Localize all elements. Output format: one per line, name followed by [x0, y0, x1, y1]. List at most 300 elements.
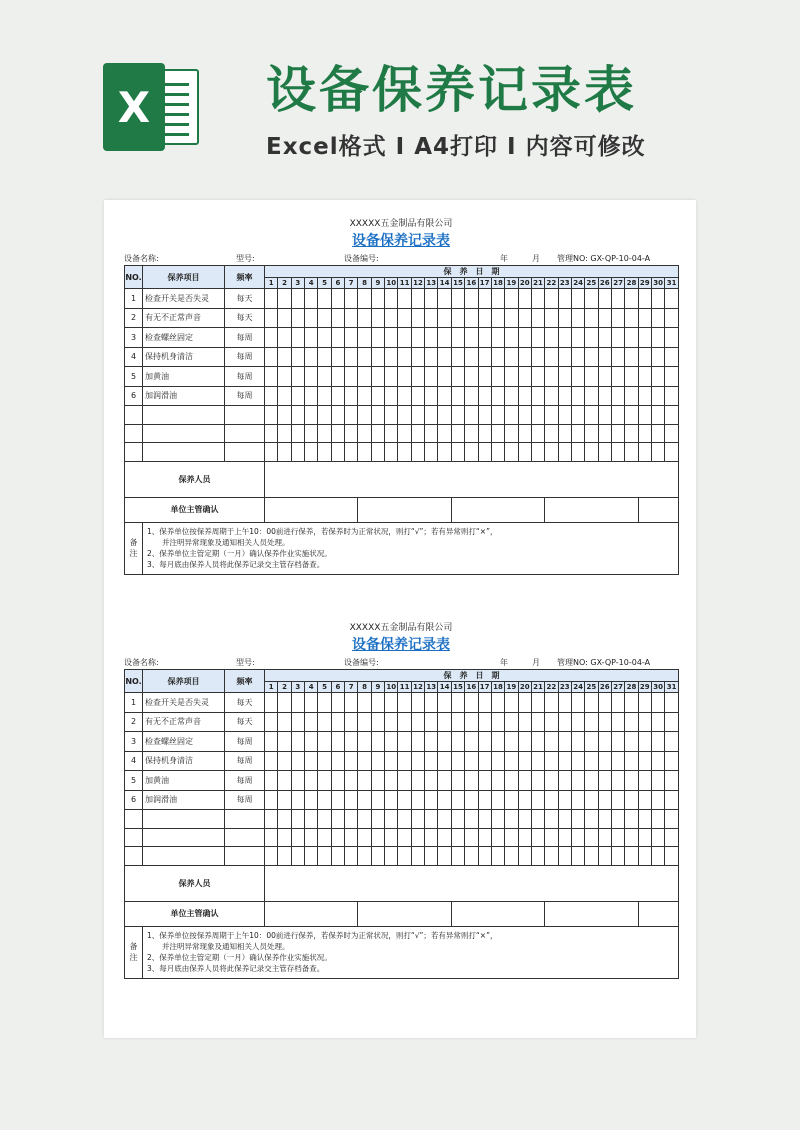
check-cell[interactable]: [411, 751, 424, 771]
check-cell[interactable]: [371, 732, 384, 752]
blank-cell[interactable]: [318, 810, 331, 829]
check-cell[interactable]: [358, 367, 371, 387]
blank-cell[interactable]: [291, 847, 304, 866]
check-cell[interactable]: [611, 712, 624, 732]
blank-cell[interactable]: [571, 810, 584, 829]
blank-cell[interactable]: [398, 828, 411, 847]
check-cell[interactable]: [385, 732, 398, 752]
check-cell[interactable]: [278, 790, 291, 810]
check-cell[interactable]: [478, 367, 491, 387]
blank-cell[interactable]: [531, 828, 544, 847]
check-cell[interactable]: [398, 386, 411, 406]
supervisor-sign-cell[interactable]: [545, 901, 638, 926]
check-cell[interactable]: [398, 367, 411, 387]
check-cell[interactable]: [531, 386, 544, 406]
blank-cell[interactable]: [278, 424, 291, 443]
check-cell[interactable]: [411, 712, 424, 732]
blank-cell[interactable]: [518, 424, 531, 443]
blank-cell[interactable]: [291, 443, 304, 462]
blank-cell[interactable]: [331, 847, 344, 866]
check-cell[interactable]: [625, 367, 638, 387]
check-cell[interactable]: [571, 347, 584, 367]
check-cell[interactable]: [558, 367, 571, 387]
check-cell[interactable]: [371, 289, 384, 309]
check-cell[interactable]: [371, 751, 384, 771]
check-cell[interactable]: [625, 790, 638, 810]
check-cell[interactable]: [438, 308, 451, 328]
check-cell[interactable]: [585, 751, 598, 771]
check-cell[interactable]: [451, 308, 464, 328]
blank-cell[interactable]: [651, 828, 664, 847]
blank-cell[interactable]: [478, 810, 491, 829]
check-cell[interactable]: [651, 771, 664, 791]
blank-cell[interactable]: [558, 810, 571, 829]
check-cell[interactable]: [331, 308, 344, 328]
check-cell[interactable]: [531, 328, 544, 348]
blank-cell[interactable]: [545, 810, 558, 829]
check-cell[interactable]: [265, 289, 278, 309]
check-cell[interactable]: [425, 328, 438, 348]
check-cell[interactable]: [398, 712, 411, 732]
blank-cell[interactable]: [625, 847, 638, 866]
check-cell[interactable]: [505, 751, 518, 771]
check-cell[interactable]: [638, 308, 651, 328]
check-cell[interactable]: [545, 308, 558, 328]
check-cell[interactable]: [585, 289, 598, 309]
check-cell[interactable]: [478, 732, 491, 752]
check-cell[interactable]: [438, 347, 451, 367]
blank-cell[interactable]: [625, 424, 638, 443]
blank-cell[interactable]: [143, 828, 225, 847]
check-cell[interactable]: [265, 712, 278, 732]
check-cell[interactable]: [345, 693, 358, 713]
blank-cell[interactable]: [518, 828, 531, 847]
blank-cell[interactable]: [331, 406, 344, 425]
blank-cell[interactable]: [425, 406, 438, 425]
check-cell[interactable]: [585, 732, 598, 752]
blank-cell[interactable]: [331, 810, 344, 829]
blank-cell[interactable]: [505, 406, 518, 425]
blank-cell[interactable]: [598, 406, 611, 425]
check-cell[interactable]: [465, 771, 478, 791]
check-cell[interactable]: [598, 386, 611, 406]
check-cell[interactable]: [451, 386, 464, 406]
check-cell[interactable]: [465, 367, 478, 387]
check-cell[interactable]: [438, 732, 451, 752]
check-cell[interactable]: [491, 328, 504, 348]
check-cell[interactable]: [585, 771, 598, 791]
check-cell[interactable]: [265, 308, 278, 328]
check-cell[interactable]: [478, 347, 491, 367]
check-cell[interactable]: [651, 751, 664, 771]
check-cell[interactable]: [318, 289, 331, 309]
check-cell[interactable]: [265, 751, 278, 771]
blank-cell[interactable]: [478, 847, 491, 866]
check-cell[interactable]: [665, 732, 679, 752]
check-cell[interactable]: [598, 712, 611, 732]
blank-cell[interactable]: [651, 443, 664, 462]
blank-cell[interactable]: [491, 424, 504, 443]
check-cell[interactable]: [571, 693, 584, 713]
blank-cell[interactable]: [625, 406, 638, 425]
check-cell[interactable]: [358, 751, 371, 771]
check-cell[interactable]: [531, 790, 544, 810]
check-cell[interactable]: [451, 289, 464, 309]
blank-cell[interactable]: [651, 847, 664, 866]
check-cell[interactable]: [651, 790, 664, 810]
check-cell[interactable]: [518, 289, 531, 309]
blank-cell[interactable]: [465, 424, 478, 443]
blank-cell[interactable]: [291, 406, 304, 425]
check-cell[interactable]: [611, 289, 624, 309]
check-cell[interactable]: [491, 693, 504, 713]
check-cell[interactable]: [385, 308, 398, 328]
blank-cell[interactable]: [291, 828, 304, 847]
check-cell[interactable]: [291, 289, 304, 309]
check-cell[interactable]: [598, 347, 611, 367]
blank-cell[interactable]: [585, 424, 598, 443]
check-cell[interactable]: [265, 367, 278, 387]
check-cell[interactable]: [585, 328, 598, 348]
check-cell[interactable]: [465, 386, 478, 406]
blank-cell[interactable]: [318, 847, 331, 866]
check-cell[interactable]: [611, 732, 624, 752]
check-cell[interactable]: [451, 367, 464, 387]
blank-cell[interactable]: [585, 810, 598, 829]
check-cell[interactable]: [665, 693, 679, 713]
check-cell[interactable]: [571, 771, 584, 791]
check-cell[interactable]: [665, 347, 679, 367]
blank-cell[interactable]: [345, 828, 358, 847]
blank-cell[interactable]: [278, 810, 291, 829]
check-cell[interactable]: [371, 367, 384, 387]
blank-cell[interactable]: [398, 424, 411, 443]
check-cell[interactable]: [358, 771, 371, 791]
check-cell[interactable]: [651, 732, 664, 752]
check-cell[interactable]: [505, 289, 518, 309]
blank-cell[interactable]: [438, 424, 451, 443]
blank-cell[interactable]: [225, 810, 265, 829]
blank-cell[interactable]: [465, 406, 478, 425]
check-cell[interactable]: [545, 289, 558, 309]
blank-cell[interactable]: [398, 406, 411, 425]
check-cell[interactable]: [305, 712, 318, 732]
check-cell[interactable]: [358, 693, 371, 713]
check-cell[interactable]: [345, 712, 358, 732]
check-cell[interactable]: [358, 289, 371, 309]
blank-cell[interactable]: [531, 406, 544, 425]
check-cell[interactable]: [451, 732, 464, 752]
check-cell[interactable]: [291, 712, 304, 732]
blank-cell[interactable]: [465, 810, 478, 829]
check-cell[interactable]: [531, 732, 544, 752]
check-cell[interactable]: [278, 328, 291, 348]
check-cell[interactable]: [345, 751, 358, 771]
blank-cell[interactable]: [478, 406, 491, 425]
supervisor-sign-cell[interactable]: [638, 901, 678, 926]
blank-cell[interactable]: [411, 406, 424, 425]
blank-cell[interactable]: [305, 828, 318, 847]
check-cell[interactable]: [291, 386, 304, 406]
check-cell[interactable]: [651, 367, 664, 387]
blank-cell[interactable]: [438, 828, 451, 847]
check-cell[interactable]: [651, 289, 664, 309]
check-cell[interactable]: [278, 693, 291, 713]
check-cell[interactable]: [425, 367, 438, 387]
check-cell[interactable]: [425, 347, 438, 367]
blank-cell[interactable]: [651, 810, 664, 829]
blank-cell[interactable]: [143, 443, 225, 462]
blank-cell[interactable]: [571, 828, 584, 847]
check-cell[interactable]: [665, 289, 679, 309]
blank-cell[interactable]: [345, 810, 358, 829]
blank-cell[interactable]: [545, 443, 558, 462]
check-cell[interactable]: [491, 732, 504, 752]
check-cell[interactable]: [558, 308, 571, 328]
blank-cell[interactable]: [531, 810, 544, 829]
check-cell[interactable]: [491, 790, 504, 810]
check-cell[interactable]: [625, 771, 638, 791]
blank-cell[interactable]: [385, 443, 398, 462]
blank-cell[interactable]: [438, 847, 451, 866]
check-cell[interactable]: [265, 771, 278, 791]
blank-cell[interactable]: [385, 406, 398, 425]
blank-cell[interactable]: [125, 443, 143, 462]
blank-cell[interactable]: [478, 424, 491, 443]
check-cell[interactable]: [278, 289, 291, 309]
blank-cell[interactable]: [638, 424, 651, 443]
supervisor-sign-cell[interactable]: [358, 497, 451, 522]
blank-cell[interactable]: [665, 828, 679, 847]
blank-cell[interactable]: [371, 828, 384, 847]
check-cell[interactable]: [291, 328, 304, 348]
check-cell[interactable]: [331, 790, 344, 810]
check-cell[interactable]: [505, 308, 518, 328]
check-cell[interactable]: [611, 367, 624, 387]
blank-cell[interactable]: [305, 847, 318, 866]
check-cell[interactable]: [638, 732, 651, 752]
check-cell[interactable]: [305, 367, 318, 387]
blank-cell[interactable]: [425, 424, 438, 443]
check-cell[interactable]: [265, 790, 278, 810]
blank-cell[interactable]: [625, 828, 638, 847]
check-cell[interactable]: [665, 751, 679, 771]
check-cell[interactable]: [345, 790, 358, 810]
check-cell[interactable]: [558, 712, 571, 732]
blank-cell[interactable]: [625, 443, 638, 462]
blank-cell[interactable]: [385, 828, 398, 847]
blank-cell[interactable]: [571, 847, 584, 866]
check-cell[interactable]: [451, 771, 464, 791]
check-cell[interactable]: [411, 308, 424, 328]
blank-cell[interactable]: [491, 443, 504, 462]
blank-cell[interactable]: [611, 828, 624, 847]
check-cell[interactable]: [611, 328, 624, 348]
check-cell[interactable]: [345, 732, 358, 752]
check-cell[interactable]: [385, 790, 398, 810]
check-cell[interactable]: [625, 328, 638, 348]
check-cell[interactable]: [398, 790, 411, 810]
check-cell[interactable]: [571, 386, 584, 406]
blank-cell[interactable]: [545, 424, 558, 443]
blank-cell[interactable]: [638, 810, 651, 829]
check-cell[interactable]: [278, 386, 291, 406]
check-cell[interactable]: [545, 693, 558, 713]
check-cell[interactable]: [665, 790, 679, 810]
blank-cell[interactable]: [518, 847, 531, 866]
check-cell[interactable]: [451, 693, 464, 713]
check-cell[interactable]: [638, 790, 651, 810]
check-cell[interactable]: [558, 386, 571, 406]
check-cell[interactable]: [665, 771, 679, 791]
blank-cell[interactable]: [545, 828, 558, 847]
check-cell[interactable]: [558, 732, 571, 752]
blank-cell[interactable]: [518, 406, 531, 425]
check-cell[interactable]: [478, 693, 491, 713]
blank-cell[interactable]: [318, 406, 331, 425]
check-cell[interactable]: [371, 712, 384, 732]
check-cell[interactable]: [425, 712, 438, 732]
check-cell[interactable]: [371, 693, 384, 713]
blank-cell[interactable]: [225, 406, 265, 425]
blank-cell[interactable]: [531, 443, 544, 462]
blank-cell[interactable]: [345, 847, 358, 866]
blank-cell[interactable]: [611, 424, 624, 443]
blank-cell[interactable]: [465, 443, 478, 462]
blank-cell[interactable]: [665, 443, 679, 462]
check-cell[interactable]: [598, 732, 611, 752]
blank-cell[interactable]: [545, 847, 558, 866]
check-cell[interactable]: [558, 790, 571, 810]
check-cell[interactable]: [585, 712, 598, 732]
check-cell[interactable]: [398, 771, 411, 791]
blank-cell[interactable]: [611, 847, 624, 866]
blank-cell[interactable]: [425, 828, 438, 847]
check-cell[interactable]: [505, 712, 518, 732]
blank-cell[interactable]: [225, 828, 265, 847]
blank-cell[interactable]: [598, 847, 611, 866]
check-cell[interactable]: [478, 386, 491, 406]
blank-cell[interactable]: [345, 443, 358, 462]
check-cell[interactable]: [411, 771, 424, 791]
blank-cell[interactable]: [585, 847, 598, 866]
check-cell[interactable]: [291, 771, 304, 791]
check-cell[interactable]: [558, 771, 571, 791]
blank-cell[interactable]: [225, 443, 265, 462]
check-cell[interactable]: [558, 347, 571, 367]
blank-cell[interactable]: [358, 847, 371, 866]
check-cell[interactable]: [411, 732, 424, 752]
check-cell[interactable]: [518, 771, 531, 791]
check-cell[interactable]: [465, 712, 478, 732]
check-cell[interactable]: [531, 367, 544, 387]
check-cell[interactable]: [411, 693, 424, 713]
blank-cell[interactable]: [371, 810, 384, 829]
check-cell[interactable]: [611, 771, 624, 791]
check-cell[interactable]: [345, 308, 358, 328]
blank-cell[interactable]: [451, 424, 464, 443]
check-cell[interactable]: [531, 712, 544, 732]
blank-cell[interactable]: [425, 443, 438, 462]
check-cell[interactable]: [478, 328, 491, 348]
blank-cell[interactable]: [651, 424, 664, 443]
check-cell[interactable]: [625, 386, 638, 406]
supervisor-sign-cell[interactable]: [545, 497, 638, 522]
blank-cell[interactable]: [411, 828, 424, 847]
check-cell[interactable]: [491, 712, 504, 732]
check-cell[interactable]: [451, 712, 464, 732]
check-cell[interactable]: [398, 751, 411, 771]
check-cell[interactable]: [425, 308, 438, 328]
check-cell[interactable]: [651, 712, 664, 732]
check-cell[interactable]: [545, 771, 558, 791]
check-cell[interactable]: [611, 790, 624, 810]
check-cell[interactable]: [625, 308, 638, 328]
check-cell[interactable]: [411, 790, 424, 810]
check-cell[interactable]: [438, 790, 451, 810]
check-cell[interactable]: [371, 347, 384, 367]
blank-cell[interactable]: [225, 424, 265, 443]
check-cell[interactable]: [438, 751, 451, 771]
check-cell[interactable]: [598, 367, 611, 387]
check-cell[interactable]: [465, 289, 478, 309]
check-cell[interactable]: [278, 712, 291, 732]
check-cell[interactable]: [571, 328, 584, 348]
check-cell[interactable]: [345, 771, 358, 791]
check-cell[interactable]: [371, 308, 384, 328]
check-cell[interactable]: [385, 693, 398, 713]
blank-cell[interactable]: [278, 828, 291, 847]
check-cell[interactable]: [278, 367, 291, 387]
blank-cell[interactable]: [571, 424, 584, 443]
blank-cell[interactable]: [318, 828, 331, 847]
check-cell[interactable]: [638, 751, 651, 771]
check-cell[interactable]: [318, 751, 331, 771]
blank-cell[interactable]: [505, 424, 518, 443]
check-cell[interactable]: [451, 347, 464, 367]
check-cell[interactable]: [318, 790, 331, 810]
check-cell[interactable]: [398, 347, 411, 367]
check-cell[interactable]: [318, 386, 331, 406]
blank-cell[interactable]: [545, 406, 558, 425]
check-cell[interactable]: [571, 712, 584, 732]
check-cell[interactable]: [665, 328, 679, 348]
check-cell[interactable]: [358, 308, 371, 328]
check-cell[interactable]: [451, 751, 464, 771]
check-cell[interactable]: [518, 328, 531, 348]
check-cell[interactable]: [585, 367, 598, 387]
check-cell[interactable]: [265, 328, 278, 348]
check-cell[interactable]: [425, 289, 438, 309]
check-cell[interactable]: [558, 289, 571, 309]
check-cell[interactable]: [451, 328, 464, 348]
blank-cell[interactable]: [143, 424, 225, 443]
check-cell[interactable]: [611, 347, 624, 367]
blank-cell[interactable]: [291, 810, 304, 829]
blank-cell[interactable]: [518, 443, 531, 462]
check-cell[interactable]: [625, 347, 638, 367]
blank-cell[interactable]: [291, 424, 304, 443]
blank-cell[interactable]: [598, 424, 611, 443]
blank-cell[interactable]: [491, 406, 504, 425]
check-cell[interactable]: [305, 386, 318, 406]
check-cell[interactable]: [438, 771, 451, 791]
blank-cell[interactable]: [225, 847, 265, 866]
supervisor-sign-cell[interactable]: [451, 497, 544, 522]
check-cell[interactable]: [638, 771, 651, 791]
check-cell[interactable]: [531, 751, 544, 771]
blank-cell[interactable]: [305, 406, 318, 425]
